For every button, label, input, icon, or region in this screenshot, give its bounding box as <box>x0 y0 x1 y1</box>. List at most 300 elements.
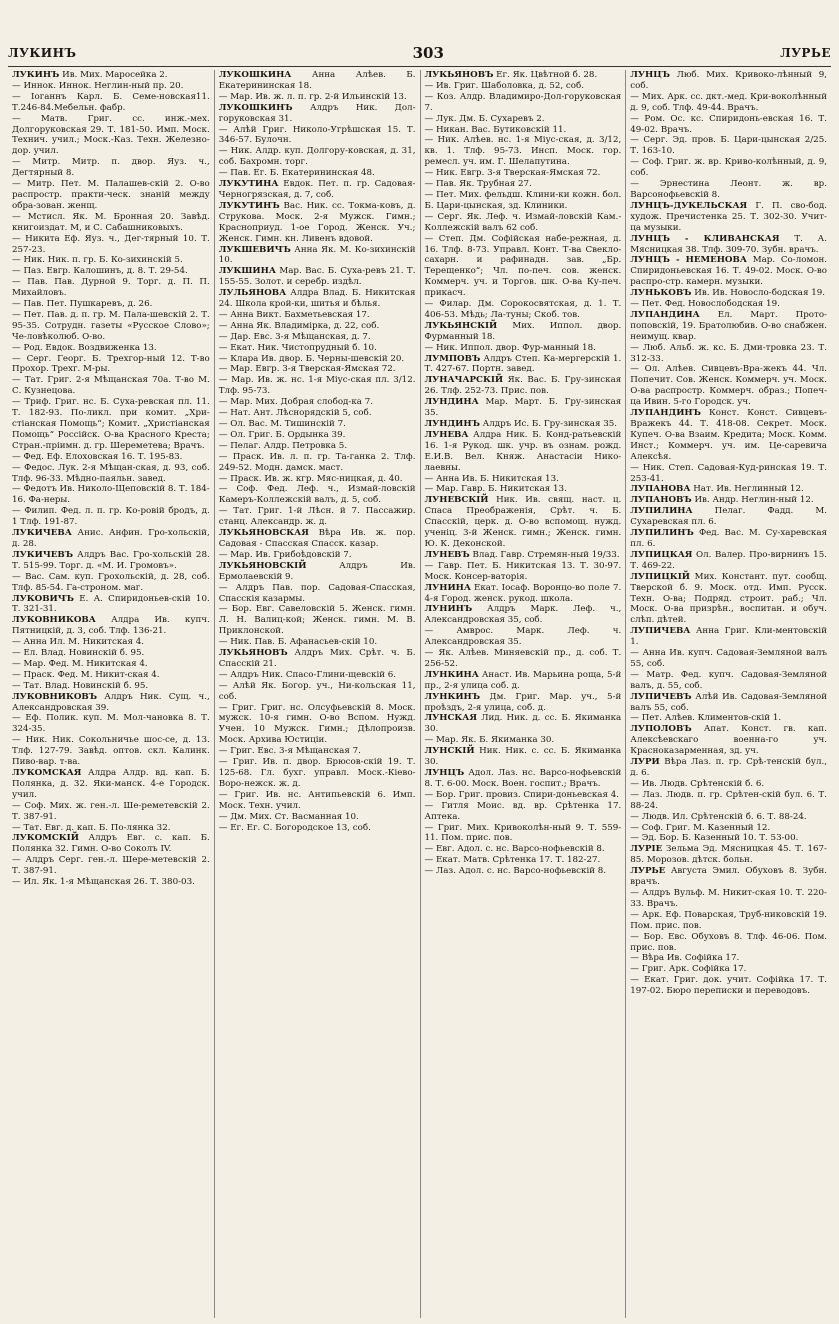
entry-text: — Пав. Ег. Б. Екатерининская 48. <box>218 168 375 179</box>
entry-surname: ЛУПИЧЕВЪ <box>630 691 692 702</box>
column-1 <box>8 70 214 1318</box>
entry-text: Алдръ Степ. Ка-мергерскій 1. Т. 427-67. Портн. завед. <box>424 353 622 375</box>
entry-text: — Матв. Григ. сс. инж.-мех. Долгоруковская 29. Т. 181-50. Имп. Моск. Технич. учил.; Моск.-Каз. Техн. Железно-дор. учил. <box>12 113 210 157</box>
entry-text: Алдра Влад. Б. Никитская 24. Школа крой-ки, шитья и бѣлья. <box>218 288 416 310</box>
entry-text: — Григ. Григ. нс. Олсуфьевскій 8. Моск. мужск. 10-я гимн. О-во Вспом. Нужд. Учен. 10 Мужск. Гимн.; Дѣлопроизв. Моск. Архива Юстиціи. <box>218 702 416 746</box>
directory-entry <box>425 343 622 354</box>
directory-entry <box>12 179 210 212</box>
entry-text: Ив. Мих. Маросейка 2. <box>59 70 168 80</box>
entry-text: Лид. Ник. д. сс. Б. Якиманка 30. <box>424 713 622 735</box>
directory-entry <box>12 452 210 463</box>
entry-surname: ЛУНДИНА <box>424 397 479 408</box>
entry-text: — Серг. Як. Леф. ч. Измай-ловскій Кам.-Коллежскій валъ 62 соб. <box>424 211 622 233</box>
entry-text: — Митр. Пет. М. Палашев-скій 2. О-во распростр. практи-ческ. знаній между обра-зован. женщ. <box>12 179 210 211</box>
entry-text: — Тат. Григ. 1-й Лѣсн. й 7. Пассажир. станц. Александр. ж. д. <box>218 506 416 528</box>
directory-entry <box>219 321 416 332</box>
entry-text: — Ив. Григ. Шаболовка, д. 52, соб. <box>424 80 584 91</box>
directory-entry <box>630 70 827 92</box>
directory-entry <box>12 310 210 343</box>
entry-text: — Фед. Еф. Елоховская 16. Т. 195-83. <box>12 451 183 462</box>
entry-text: — Бор. Евс. Обуховъ 8. Тлф. 46-06. Пом. прис. пов. <box>630 931 827 953</box>
entry-text: Алдръ Ив. Ермолаевскій 9. <box>218 560 416 582</box>
directory-entry <box>630 572 827 627</box>
entry-surname: ЛУКЬЯНСКІЙ <box>424 320 498 331</box>
directory-entry <box>219 408 416 419</box>
directory-entry <box>219 441 416 452</box>
entry-text: — Ник. Евгр. 3-я Тверская-Ямская 72. <box>424 168 601 179</box>
directory-entry <box>12 855 210 877</box>
directory-entry <box>425 375 622 397</box>
entry-surname: ЛУНЦЪ-ДУКЕЛЬСКАЯ <box>630 200 748 211</box>
directory-entry <box>425 474 622 485</box>
entry-text: — Дар. Евс. 3-я Мѣщанская, д. 7. <box>218 331 371 342</box>
entry-text: — Ол. Григ. Б. Ордынка 39. <box>218 429 346 440</box>
directory-entry <box>630 713 827 724</box>
entry-text: Анис. Анфин. Гро-хольскій, д. 28. <box>12 528 210 549</box>
entry-text: — Пав. Пав. Дурной 9. Торг. д. П. П. Михайловъ. <box>12 277 210 299</box>
entry-surname: ЛУРИ <box>630 757 660 768</box>
directory-entry <box>630 408 827 463</box>
directory-entry <box>630 692 827 714</box>
entry-surname: ЛУКОВНИКОВА <box>12 615 96 626</box>
directory-entry <box>425 92 622 114</box>
directory-entry <box>12 70 210 81</box>
entry-text: Екат. Іосаф. Воронцо-во поле 7. 4-я Город. женск. рукод. школа. <box>424 582 622 604</box>
directory-entry <box>12 484 210 506</box>
entry-text: — Тат. Григ. 2-я Мѣщанская 70а. Т-во М. С. Кузнецова. <box>12 375 210 397</box>
directory-entry <box>425 735 622 746</box>
directory-entry <box>219 343 416 354</box>
entry-text: — Ник. Иппол. двор. Фур-манный 18. <box>424 342 596 353</box>
entry-text: Т. А. Мясницкая 38. Тлф. 309-70. Зубн. врачъ. <box>630 233 827 255</box>
entry-text: — Мар. Ив. Грибоѣдовскій 7. <box>218 549 352 560</box>
directory-entry <box>630 724 827 757</box>
directory-entry <box>425 114 622 125</box>
entry-text: — Арк. Еф. Поварская, Труб-никовскій 19. Пом. прис. пов. <box>630 909 827 931</box>
directory-entry <box>425 354 622 376</box>
directory-entry <box>219 70 416 92</box>
entry-text: — Вѣра Ив. Софійка 17. <box>630 953 740 964</box>
directory-entry <box>219 103 416 125</box>
entry-text: Анна Григ. Кли-ментовскій 1. <box>630 626 827 648</box>
entry-text: — Мар. Ив. ж. л. п. гр. 2-й Ильинскій 13. <box>218 91 407 102</box>
directory-entry <box>12 637 210 648</box>
entry-surname: ЛУНЦЪ <box>630 70 670 80</box>
directory-entry <box>12 528 210 550</box>
entry-text: — Тат. Евг. д. кап. Б. По-лянка 32. <box>12 822 171 833</box>
entry-surname: ЛУНИНЪ <box>424 604 473 615</box>
entry-surname: ЛУПАНДИНЪ <box>630 408 701 419</box>
entry-surname: ЛУНКИНЪ <box>424 691 481 702</box>
directory-entry <box>630 844 827 866</box>
directory-entry <box>425 550 622 561</box>
directory-entry <box>630 288 827 299</box>
entry-text: Ник. Ник. с. сс. Б. Якиманка 30. <box>424 746 622 768</box>
entry-text: Е. А. Спиридоньев-скій 10. Т. 321-31. <box>12 593 210 615</box>
directory-entry <box>630 114 827 136</box>
directory-entry <box>425 801 622 823</box>
entry-surname: ЛУНСКІЙ <box>424 746 475 757</box>
entry-text: — Вас. Сам. куп. Грохольскій, д. 28, соб. Тлф. 85-54. Га-строном. маг. <box>12 571 210 593</box>
directory-entry <box>219 681 416 703</box>
entry-text: — Ник. Ник. Сокольничье шос-се, д. 13. Тлф. 127-79. Завѣд. оптов. скл. Калинк. Пиво-вар. т-ва. <box>12 735 210 768</box>
entry-text: — Григ. Евс. 3-я Мѣщанская 7. <box>218 746 361 757</box>
directory-entry <box>219 168 416 179</box>
entry-text: — Федотъ Ив. Николо-Щеповскій 8. Т. 184-16. Фа-неры. <box>12 484 210 506</box>
directory-entry <box>219 364 416 375</box>
entry-text: Анна Як. М. Ко-зихинскій 10. <box>218 244 416 266</box>
entry-text: — Соф. Григ. М. Казенный 12. <box>630 822 771 833</box>
directory-entry <box>12 692 210 714</box>
directory-entry <box>425 125 622 136</box>
directory-entry <box>12 670 210 681</box>
directory-entry <box>12 157 210 179</box>
entry-text: — Мар. Як. Б. Якиманка 30. <box>424 735 555 746</box>
directory-entry <box>630 201 827 234</box>
entry-surname: ЛУПАНОВЪ <box>630 495 692 506</box>
directory-entry <box>630 648 827 670</box>
directory-entry <box>219 528 416 550</box>
entry-surname: ЛУЛЬЯНОВА <box>218 288 287 299</box>
entry-text: Алдръ Мих. Срѣт. ч. Б. Спасскій 21. <box>218 648 416 669</box>
entry-text: — Серг. Георг. Б. Трехгор-ный 12. Т-во Прохор. Трехг. М-ры. <box>12 353 210 375</box>
directory-entry <box>425 70 622 81</box>
entry-text: — Ник. Ник. п. гр. Б. Ко-зихинскій 5. <box>12 255 183 266</box>
entry-text: — Ник. Алдр. куп. Долгору-ковская, д. 31, соб. Бахромн. торг. <box>218 146 416 168</box>
entry-text: — Пав. Як. Трубная 27. <box>424 179 532 190</box>
directory-entry <box>425 844 622 855</box>
directory-entry <box>425 626 622 648</box>
entry-text: Ив. Ив. Новосло-бодская 19. <box>691 288 826 299</box>
entry-text: — Лаз. Людв. п. гр. Срѣтен-скій бул. 6. Т. 88-24. <box>630 789 827 811</box>
entry-surname: ЛУРЬЕ <box>630 866 666 877</box>
directory-entry <box>12 823 210 834</box>
directory-entry <box>630 299 827 310</box>
directory-entry <box>630 484 827 495</box>
directory-entry <box>425 583 622 605</box>
entry-text: — Соф. Григ. ж. вр. Криво-колѣнный, д. 9, соб. <box>630 157 827 179</box>
entry-text: — Иннок. Иннок. Неглин-ный пр. 20. <box>12 80 184 91</box>
entry-text: — Мих. Арк. сс. дкт.-мед. Кри-воколѣнный д. 9, соб. Тлф. 49-44. Врачъ. <box>630 91 827 113</box>
directory-entry <box>425 299 622 321</box>
entry-text: Анаст. Ив. Марьина роща, 5-й пр., 2-я улица соб. д. <box>424 669 622 691</box>
entry-text: — Люб. Альб. ж. кс. Б. Дми-тровка 23. Т. 312-33. <box>630 342 827 364</box>
directory-entry <box>12 713 210 735</box>
entry-text: Алдръ Вас. Гро-хольскій 28. Т. 515-99. Торг. д. «М. И. Громовъ». <box>12 549 210 571</box>
directory-entry <box>630 135 827 157</box>
directory-entry <box>219 637 416 648</box>
entry-text: Мих. Констант. пут. сообщ. Тверской б. 9. Моск. отд. Имп. Русск. Техн. О-ва; Подряд. строит. раб.; Чл. Моск. О-ва призрѣн., воспитан. и обуч. слѣп. дѣтей. <box>630 571 827 626</box>
entry-text: Мих. Иппол. двор. Фурманный 18. <box>424 320 622 342</box>
directory-entry <box>219 746 416 757</box>
directory-entry <box>630 779 827 790</box>
entry-text: — Мар. Ив. ж. нс. 1-я Міус-ская пл. 3/12. Тлф. 95-73. <box>218 375 416 397</box>
directory-entry <box>12 572 210 594</box>
directory-entry <box>12 681 210 692</box>
entry-text: Конст. Конст. Сивцевъ-Вражекъ 44. Т. 418-08. Секрет. Моск. Купеч. О-ва Взаим. Кредита; Моск. Комм. Инст.; Коммерч. уч. им. Це-саревича Алексѣя. <box>630 408 827 462</box>
directory-entry <box>630 670 827 692</box>
entry-text: — Мстисл. Як. М. Бронная 20. Завѣд. книгоиздат. М, и С. Сабашниковыхъ. <box>12 211 210 233</box>
entry-surname: ЛУРІЕ <box>630 844 663 855</box>
entry-surname: ЛУКОВИЧЪ <box>12 593 74 604</box>
directory-entry <box>219 648 416 670</box>
entry-text: Алдръ Ник. Сущ. ч., Александровская 39. <box>12 691 210 713</box>
entry-surname: ЛУНЕВЪ <box>424 549 470 560</box>
directory-entry <box>630 866 827 888</box>
directory-entry <box>219 484 416 506</box>
directory-entry <box>219 201 416 245</box>
entry-surname: ЛУНЦЪ - НЕМЕНОВА <box>630 255 747 266</box>
directory-entry <box>219 288 416 310</box>
entry-surname: ЛУПИЧЕВА <box>630 626 691 637</box>
directory-entry <box>630 626 827 648</box>
entry-text: — Алдръ Ник. Спасо-Глини-щевскій 6. <box>218 669 397 680</box>
entry-text: — Эрнестина Леонт. ж. вр. Варсонофьевскій 8. <box>630 179 827 200</box>
entry-surname: ЛУПИЛИНА <box>630 506 693 517</box>
directory-entry <box>12 506 210 528</box>
entry-surname: ЛУНИНА <box>424 582 471 593</box>
directory-entry <box>12 375 210 397</box>
entry-text: — Анна Ил. М. Никитская 4. <box>12 637 144 648</box>
entry-text: — Анна Ив. Б. Никитская 13. <box>424 473 559 484</box>
entry-text: Ив. Андр. Неглин-ный 12. <box>691 495 814 506</box>
directory-entry <box>425 768 622 790</box>
entry-text: — Праск. Ив. л. п. гр. Та-ганка 2. Тлф. 249-52. Модн. дамск. маст. <box>218 451 416 473</box>
entry-surname: ЛУКУТИНЪ <box>218 200 280 211</box>
entry-text: Вѣра Ив. ж. пор. Садовая - Спасская Спасск. казар. <box>218 528 416 549</box>
entry-text: — Триф. Григ. нс. Б. Суха-ревская пл. 11. Т. 182-93. По-ликл. при комит. „Хри-стіанская Помощь“; Комит. „Христіанская Помощь“ Россійск. О-ва Красного Креста; Стран.-пріимн. д. гр. Шереметева; Врачъ. <box>12 397 210 451</box>
entry-text: Пелаг. Фадд. М. Сухаревская пл. 6. <box>630 506 827 528</box>
entry-text: Влад. Гавр. Стремян-ный 19/33. <box>469 549 620 560</box>
directory-entry <box>630 964 827 975</box>
entry-text: Зельма Эд. Мясницкая 45. Т. 167-85. Морозов. дѣтск. больн. <box>630 844 827 866</box>
entry-surname: ЛУНЕВА <box>424 429 469 440</box>
entry-text: — Соф. Фед. Леф. ч., Измай-ловскій Камеръ-Коллежскій валъ, д. 5, соб. <box>218 484 416 506</box>
directory-entry <box>219 561 416 583</box>
directory-entry <box>12 234 210 256</box>
directory-entry <box>425 168 622 179</box>
entry-surname: ЛУНЕВСКІЙ <box>424 495 489 506</box>
entry-text: — Пет. Фед. Новослободская 19. <box>630 299 780 310</box>
directory-entry <box>219 354 416 365</box>
entry-text: — Як. Алѣев. Миняевскій пр., д. соб. Т. 256-52. <box>424 648 622 669</box>
entry-surname: ЛУНСКАЯ <box>424 713 477 724</box>
directory-entry <box>219 332 416 343</box>
directory-entry <box>425 823 622 845</box>
entry-text: — Ел. Влад. Новинскій б. 95. <box>12 648 145 659</box>
entry-text: — Екат. Григ. док. учит. Софійка 17. Т. 197-02. Бюро переписки и переводовъ. <box>630 975 827 997</box>
entry-text: — Праск. Фед. М. Никит-ская 4. <box>12 669 160 680</box>
directory-entry <box>425 430 622 474</box>
entry-text: Евдок. Пет. п. гр. Садовая-Черногрязская, д. 7, соб. <box>218 179 416 200</box>
entry-text: — Ил. Як. 1-я Мѣщанская 26. Т. 380-03. <box>12 877 195 888</box>
directory-entry <box>630 790 827 812</box>
header-right-running-head: ЛУРЬЕ <box>780 46 831 60</box>
directory-entry <box>630 364 827 408</box>
entry-text: — Филар. Дм. Сорокосвятская, д. 1. Т. 406-53. Мѣдь; Ла-туны; Скоб. тов. <box>424 299 622 320</box>
entry-surname: ЛУНЦЪ <box>424 768 465 778</box>
directory-entry <box>630 310 827 343</box>
entry-text: — Алѣй Як. Богор. уч., Ни-кольская 11, соб. <box>218 680 416 702</box>
entry-text: — Митр. Митр. п. двор. Яуз. ч., Дегтярный 8. <box>12 157 210 179</box>
entry-text: Дм. Григ. Мар. уч., 5-й проѣздъ, 2-я улица, соб. д. <box>424 691 622 713</box>
entry-surname: ЛУПАНОВА <box>630 484 691 495</box>
directory-entry <box>12 648 210 659</box>
entry-text: — Алдръ Серг. ген.-л. Шере-метевскій 2. Т. 387-91. <box>12 855 210 877</box>
directory-entry <box>219 430 416 441</box>
directory-entry <box>219 790 416 812</box>
entry-text: — Ив. Людв. Срѣтенскій б. 6. <box>630 778 765 789</box>
entry-text: Ол. Валер. Про-вирнинъ 15. Т. 469-22. <box>630 549 827 571</box>
entry-surname: ЛУКОМСКІЙ <box>12 833 79 844</box>
entry-surname: ЛУКЬЯНОВЪ <box>424 70 494 80</box>
entry-text: — Ник. Алѣев. нс. 1-я Міус-ская, д. 3/12, кв. 1. Тлф. 95-73. Инсп. Моск. гор. ремесл. уч. им. Г. Шелапутина. <box>424 135 622 168</box>
entry-text: — Алѣй Григ. Николо-Угрѣшская 15. Т. 346-57. Булочн. <box>218 124 416 146</box>
directory-columns <box>8 70 831 1318</box>
entry-text: — Пелаг. Алдр. Петровка 5. <box>218 440 348 451</box>
directory-entry <box>630 255 827 288</box>
entry-text: Алдра Ник. Б. Конд-ратьевскій 16. 1-я Рукод. шк. учр. въ ознам. рожд. Е.И.В. Вел. Княж. Анастасіи Нико-лаевны. <box>424 429 622 473</box>
column-3 <box>420 70 626 1318</box>
entry-surname: ЛУПИЦКАЯ <box>630 549 693 560</box>
directory-entry <box>630 833 827 844</box>
entry-surname: ЛУНКИНА <box>424 669 479 680</box>
entry-text: Алдръ Евг. с. кап. Б. Полянка 32. Гимн. О-во Соколъ IV. <box>12 833 210 855</box>
header-left-running-head: ЛУКИНЪ <box>8 46 77 60</box>
entry-text: — Екат. Ник. Чистопрудный б. 10. <box>218 342 377 353</box>
entry-text: — Іоганнъ Карл. Б. Семе-новская11. Т.246-84.Мебельн. фабр. <box>12 91 210 113</box>
entry-text: Алѣй Ив. Садовая-Земляной валъ 55, соб. <box>630 691 827 713</box>
entry-text: — Род. Евдок. Воздвиженка 13. <box>12 342 157 353</box>
directory-entry <box>630 343 827 365</box>
entry-text: Алдра Ив. купч. Пятницкій, д. 3, соб. Тлф. 136-21. <box>12 615 210 637</box>
directory-entry <box>425 397 622 419</box>
entry-text: — Пет. Мих. фельдш. Клини-ки кожн. бол. Б. Цари-цынская, зд. Клиники. <box>424 189 622 211</box>
directory-entry <box>425 81 622 92</box>
directory-entry <box>219 245 416 267</box>
entry-text: — Еф. Полик. куп. М. Мол-чановка 8. Т. 324-35. <box>12 713 210 735</box>
column-2 <box>214 70 420 1318</box>
entry-text: — Анна Ив. купч. Садовая-Земляной валъ 55, соб. <box>630 648 827 669</box>
directory-entry <box>219 375 416 397</box>
entry-text: — Ол. Вас. М. Тишинскій 7. <box>218 419 346 429</box>
entry-text: Ег. Як. Цвѣтной б. 28. <box>493 70 598 80</box>
entry-text: — Гавр. Пет. Б. Никитская 13. Т. 30-97. Моск. Консер-ваторія. <box>424 560 622 582</box>
directory-entry <box>630 888 827 910</box>
entry-text: Адол. Лаз. нс. Варсо-нофьевскій 8. Т. 6-00. Моск. Воен. госпит.; Врачъ. <box>424 768 622 789</box>
entry-text: Мар. Март. Б. Гру-зинская 35. <box>424 397 622 419</box>
directory-entry <box>219 703 416 747</box>
entry-surname: ЛУКШЕВИЧЪ <box>218 244 291 255</box>
entry-surname: ЛУНЦЪ - КЛИВАНСКАЯ <box>630 233 780 244</box>
directory-entry <box>630 975 827 997</box>
directory-entry <box>630 823 827 834</box>
directory-entry <box>12 833 210 855</box>
entry-text: — Мар. Фед. М. Никитская 4. <box>12 658 148 669</box>
entry-text: — Алдръ Вульф. М. Никит-ская 10. Т. 220-33. Врачъ. <box>630 887 827 909</box>
entry-text: — Людв. Ил. Срѣтенскій б. 6. Т. 88-24. <box>630 811 807 822</box>
directory-entry <box>219 266 416 288</box>
entry-text: — Дм. Мих. Ст. Васманная 10. <box>218 811 359 822</box>
entry-text: — Коз. Алдр. Владимиро-Дол-горуковская 7. <box>424 91 622 113</box>
directory-entry <box>425 321 622 343</box>
entry-text: Алдръ Ис. Б. Гру-зинская 35. <box>479 419 618 429</box>
directory-entry <box>425 866 622 877</box>
entry-text: Вѣра Лаз. п. гр. Срѣ-тенскій бул., д. 6. <box>630 757 827 778</box>
entry-text: Анна Алѣев. Б. Екатерининская 18. <box>218 70 416 91</box>
entry-text: — Никан. Вас. Бутиковскій 11. <box>424 124 567 135</box>
directory-entry <box>12 299 210 310</box>
entry-text: — Тат. Влад. Новинскій б. 95. <box>12 680 149 691</box>
entry-text: — Мар. Гавр. Б. Никитская 13. <box>424 484 567 495</box>
entry-text: — Григ. Ив. п. двор. Брюсов-скій 19. Т. 125-68. Гл. бухг. управл. Моск.-Кіево-Воро-нежск. ж. д. <box>218 757 416 789</box>
entry-text: — Мар. Евгр. 3-я Тверская-Ямская 72. <box>218 364 396 375</box>
directory-entry <box>12 255 210 266</box>
entry-surname: ЛУМПОВЪ <box>424 353 481 364</box>
directory-entry <box>425 648 622 670</box>
entry-text: — Григ. Мих. Кривоколѣн-ный 9. Т. 559-11. Пом. прис. пов. <box>424 822 622 844</box>
directory-entry <box>219 550 416 561</box>
entry-text: Люб. Мих. Кривоко-лѣнный 9, соб. <box>630 70 827 91</box>
entry-text: — Анна Викт. Бахметьевская 17. <box>218 309 370 320</box>
entry-text: — Бор. Евг. Савеловскій 5. Женск. гимн. Л. Н. Валиц-кой; Женск. гимн. М. В. Приклонской. <box>218 604 416 637</box>
directory-entry <box>219 812 416 823</box>
entry-surname: ЛУКИНЪ <box>12 70 60 80</box>
directory-entry <box>630 179 827 201</box>
entry-text: — Лук. Дм. Б. Сухаревъ 2. <box>424 113 545 124</box>
directory-entry <box>219 604 416 637</box>
entry-text: — Ег. Ег. С. Богородское 13, соб. <box>218 822 371 833</box>
directory-entry <box>219 757 416 790</box>
directory-entry <box>219 179 416 201</box>
directory-entry <box>630 234 827 256</box>
entry-text: Г. П. сво-бод. худож. Пречистенка 25. Т. 302-30. Учит-ца музыки. <box>630 200 827 233</box>
entry-text: Ник. Ив. свящ. наст. ц. Спаса Преображенія, Срѣт. ч. Б. Спасскій, церк. д. О-во вспомощ. нужд. ученіц. 3-й Женск. гимн.; Женск. гимн. Ю. К. Деконской. <box>424 495 622 549</box>
directory-entry <box>425 790 622 801</box>
entry-text: — Ник. Пав. Б. Афанасьев-скій 10. <box>218 637 378 648</box>
directory-entry <box>630 953 827 964</box>
directory-entry <box>219 419 416 430</box>
directory-entry <box>425 692 622 714</box>
directory-entry <box>425 484 622 495</box>
directory-entry <box>630 495 827 506</box>
entry-surname: ЛУНДИНЪ <box>424 419 480 429</box>
entry-surname: ЛУКЬЯНОВСКІЙ <box>218 560 307 571</box>
directory-entry <box>219 506 416 528</box>
entry-text: — Ол. Алѣев. Сивцевъ-Вра-жекъ 44. Чл. Попечит. Сов. Женск. Коммерч. уч. Моск. О-ва распростр. Коммерч. образ.; Попеч-ца Ивин. 5-го Городск. уч. <box>630 364 827 408</box>
entry-surname: ЛУКОШКИНЪ <box>218 102 293 113</box>
entry-text: Ел. Март. Прото-поповскій, 19. Братолюбив. О-во снабжен. неимущ. квар. <box>630 309 827 342</box>
entry-text: Нат. Ив. Неглинный 12. <box>690 484 804 495</box>
directory-entry <box>12 354 210 376</box>
directory-entry <box>12 615 210 637</box>
directory-entry <box>219 583 416 605</box>
directory-entry <box>12 81 210 92</box>
directory-entry <box>12 266 210 277</box>
entry-text: — Никита Еф. Яуз. ч., Дег-тярный 10. Т. 257-23. <box>12 233 210 255</box>
directory-entry <box>12 768 210 801</box>
entry-surname: ЛУКОМСКАЯ <box>12 768 82 778</box>
directory-entry <box>12 92 210 114</box>
entry-surname: ЛУКШИНА <box>218 266 276 277</box>
directory-entry <box>219 474 416 485</box>
entry-text: Вас. Ник. сс. Токма-ковъ, д. Струкова. Моск. 2-я Мужск. Гимн.; Красноприуд. 1-ое Город. Женск. Уч.; Женск. Гимн. кн. Ливенъ вдовой. <box>218 200 416 244</box>
entry-surname: ЛУНАЧАРСКІЙ <box>424 375 504 386</box>
header-rule <box>8 66 831 67</box>
entry-text: — Соф. Мих. ж. ген.-л. Ше-реметевскій 2. Т. 387-91. <box>12 800 210 822</box>
directory-entry <box>219 146 416 168</box>
directory-entry <box>219 823 416 834</box>
